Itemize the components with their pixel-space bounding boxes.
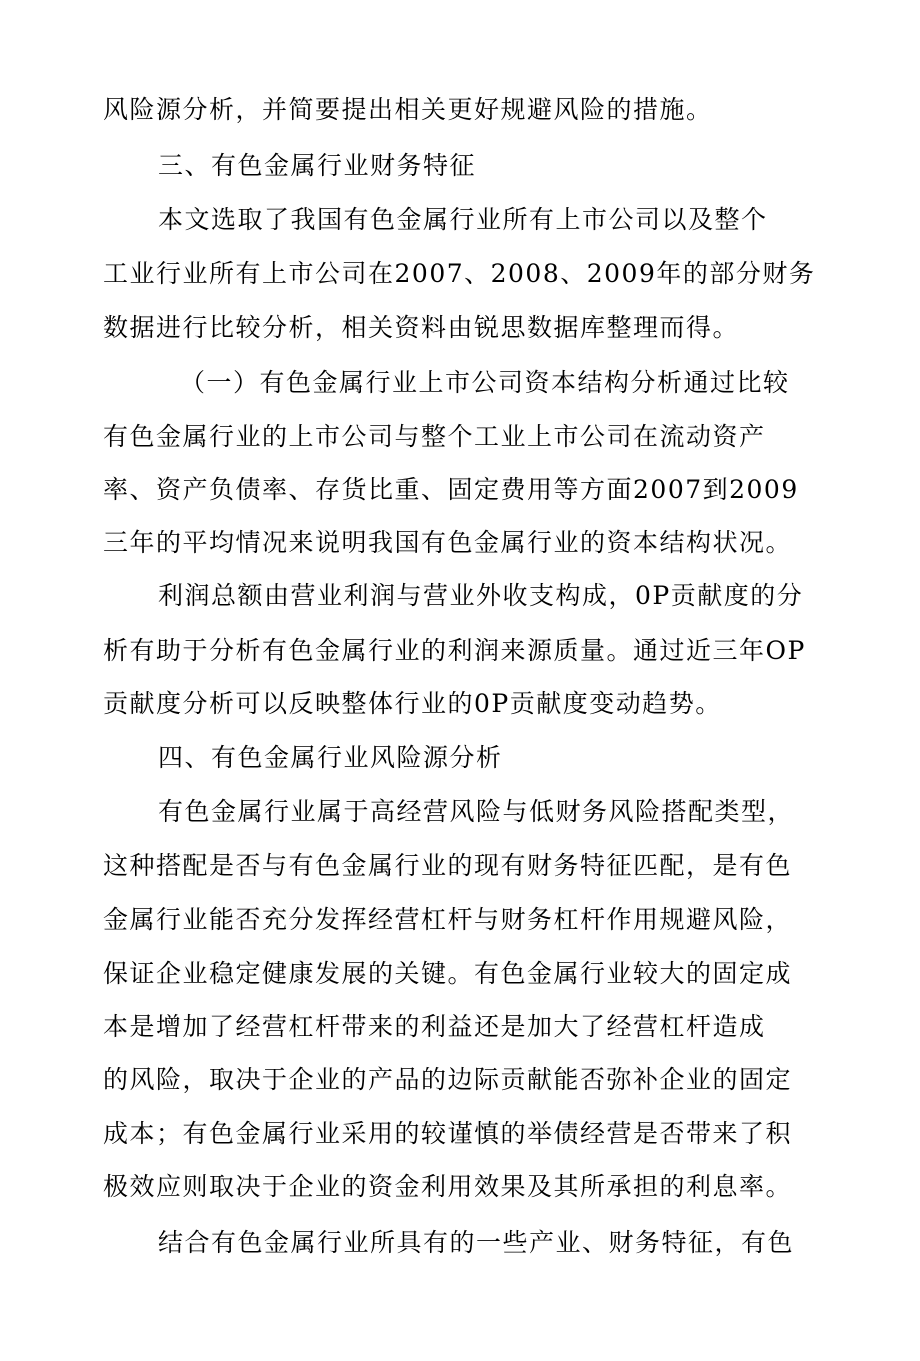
text-line: 有色金属行业的上市公司与整个工业上市公司在流动资产 <box>103 422 766 451</box>
text-line: 率、资产负债率、存货比重、固定费用等方面2007到2009 <box>103 475 799 504</box>
text-line: 析有助于分析有色金属行业的利润来源质量。通过近三年OP <box>103 636 806 665</box>
text-line: 本文选取了我国有色金属行业所有上市公司以及整个 <box>158 205 768 234</box>
text-line: 数据进行比较分析，相关资料由锐思数据库整理而得。 <box>103 313 740 342</box>
text-line: 利润总额由营业利润与营业外收支构成，0P贡献度的分 <box>158 581 804 610</box>
text-line: 保证企业稳定健康发展的关键。有色金属行业较大的固定成 <box>103 959 793 988</box>
subsection-heading: （一）有色金属行业上市公司资本结构分析通过比较 <box>180 368 790 397</box>
text-line: 风险源分析，并简要提出相关更好规避风险的措施。 <box>103 95 713 124</box>
text-line: 贡献度分析可以反映整体行业的0P贡献度变动趋势。 <box>103 689 722 718</box>
text-line: 工业行业所有上市公司在2007、2008、2009年的部分财务 <box>103 259 816 288</box>
text-line: 这种搭配是否与有色金属行业的现有财务特征匹配，是有色 <box>103 851 793 880</box>
section-heading: 三、有色金属行业财务特征 <box>158 151 477 180</box>
text-line: 本是增加了经营杠杆带来的利益还是加大了经营杠杆造成 <box>103 1012 766 1041</box>
text-line: 极效应则取决于企业的资金利用效果及其所承担的利息率。 <box>103 1172 793 1201</box>
section-heading: 四、有色金属行业风险源分析 <box>158 743 503 772</box>
text-line: 三年的平均情况来说明我国有色金属行业的资本结构状况。 <box>103 528 793 557</box>
text-line: 金属行业能否充分发挥经营杠杆与财务杠杆作用规避风险， <box>103 905 793 934</box>
text-line: 的风险，取决于企业的产品的边际贡献能否弥补企业的固定 <box>103 1065 793 1094</box>
text-line: 有色金属行业属于高经营风险与低财务风险搭配类型， <box>158 797 795 826</box>
text-line: 结合有色金属行业所具有的一些产业、财务特征，有色 <box>158 1228 795 1257</box>
text-line: 成本；有色金属行业采用的较谨慎的举债经营是否带来了积 <box>103 1119 793 1148</box>
